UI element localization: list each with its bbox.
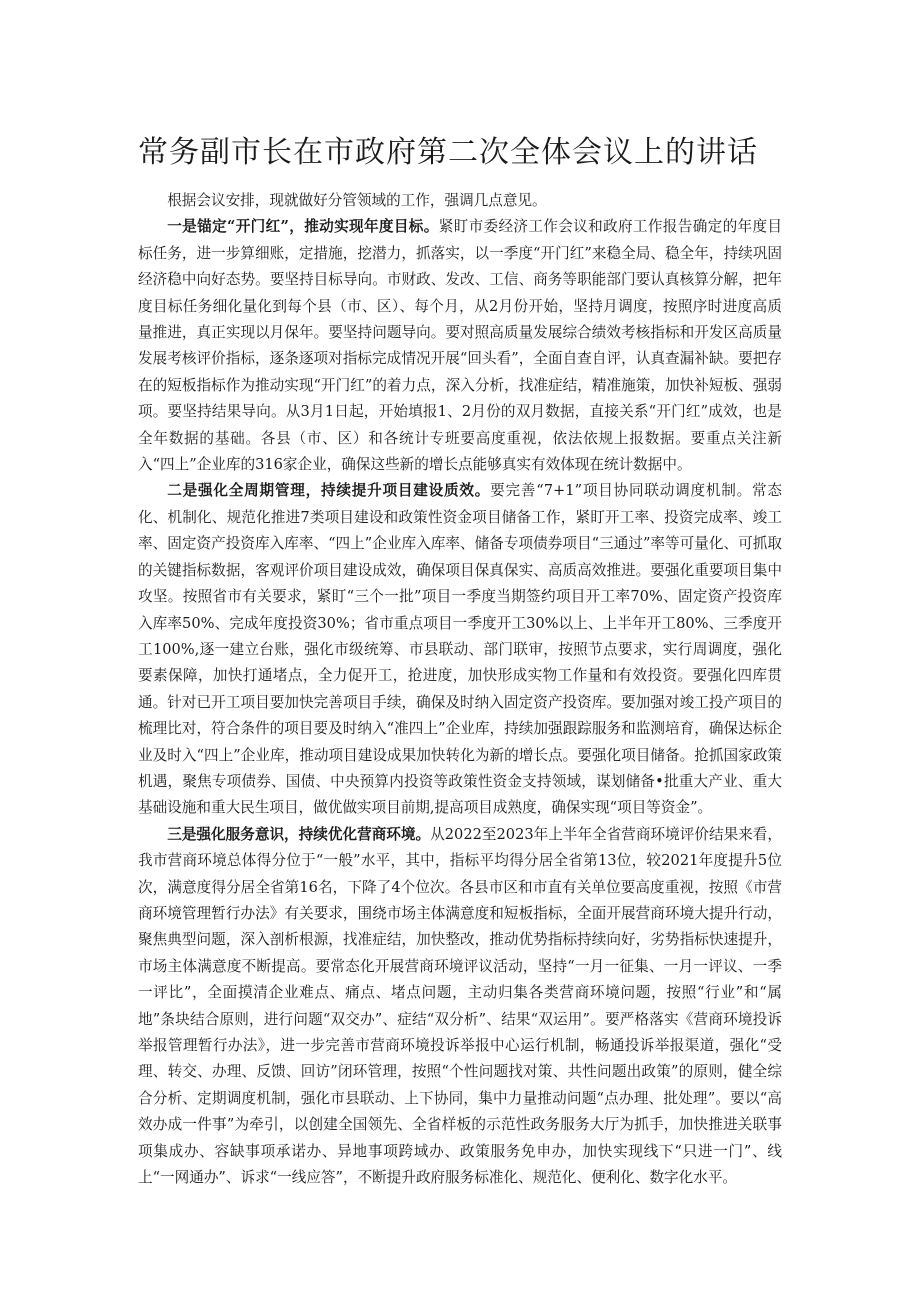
section-text-2: 要完善“7+1”项目协同联动调度机制。常态化、机制化、规范化推进7类项目建设和政策性资金项目储备工作，紧盯开工率、投资完成率、竣工率、固定资产投资库入库率、“四上”企业库入库率、储备专项债券项目“三通过”率等可量化、可抓取的关键指标数据，客观评价项目建设成效，确保项目保真保实、高质高效推进。要强化重要项目集中攻坚。按照省市有关要求，紧盯“三个一批”项目一季度当期签约项目开工率70%、固定资产投资库入库率50%、完成年度投资30%；省市重点项目一季度开工30%以上、上半年开工80%、三季度开工100%,逐一建立台账，强化市级统筹、市县联动、部门联审，按照节点要求，实行周调度，强化要素保障，加快打通堵点，全力促开工，抢进度，加快形成实物工作量和有效投资。要强化四库贯通。针对已开工项目要加快完善项目手续，确保及时纳入固定资产投资库。要加强对竣工投产项目的梳理比对，符合条件的项目要及时纳入“准四上”企业库，持续加强跟踪服务和监测培育，确保达标企业及时入“四上”企业库，推动项目建设成果加快转化为新的增长点。要强化项目储备。抢抓国家政策机遇，聚焦专项债券、国债、中央预算内投资等政策性资金支持领域，谋划储备•批重大产业、重大基础设施和重大民生项目，做优做实项目前期,提高项目成熟度，确保实现“项目等资金”。 bbox=[138, 482, 782, 817]
document-title: 常务副市长在市政府第二次全体会议上的讲话 bbox=[138, 135, 758, 170]
section-paragraph-3 bbox=[138, 822, 782, 1192]
document-body bbox=[138, 188, 782, 1191]
section-heading-2: 二是强化全周期管理，持续提升项目建设质效。 bbox=[167, 482, 491, 500]
section-text-1: 紧盯市委经济工作会议和政府工作报告确定的年度目标任务，进一步算细账，定措施，挖潜力，抓落实，以一季度“开门红”来稳全局、稳全年，持续巩固经济稳中向好态势。要坚持目标导向。市财政、发改、工信、商务等职能部门要认真核算分解，把年度目标任务细化量化到每个县（市、区）、每个月，从2月份开始，坚持月调度，按照序时进度高质量推进，真正实现以月保年。要坚持问题导向。要对照高质量发展综合绩效考核指标和开发区高质量发展考核评价指标，逐条逐项对指标完成情况开展“回头看”，全面自查自评，认真查漏补缺。要把存在的短板指标作为推动实现“开门红”的着力点，深入分析，找准症结，精准施策，加快补短板、强弱项。要坚持结果导向。从3月1日起，开始填报1、2月份的双月数据，直接关系“开门红”成效，也是全年数据的基础。各县（市、区）和各统计专班要高度重视，依法依规上报数据。要重点关注新入“四上”企业库的316家企业，确保这些新的增长点能够真实有效体现在统计数据中。 bbox=[138, 218, 782, 474]
section-text-3: 从2022至2023年上半年全省营商环境评价结果来看，我市营商环境总体得分位于“一般”水平，其中，指标平均得分居全省第13位，较2021年度提升5位次，满意度得分居全省第16名，下降了4个位次。各县市区和市直有关单位要高度重视，按照《市营商环境管理暂行办法》有关要求，围绕市场主体满意度和短板指标，全面开展营商环境大提升行动，聚焦典型问题，深入剖析根源，找准症结，加快整改，推动优势指标持续向好，劣势指标快速提升，市场主体满意度不断提高。要常态化开展营商环境评议活动，坚持“一月一征集、一月一评议、一季一评比”，全面摸清企业难点、痛点、堵点问题，主动归集各类营商环境问题，按照“行业”和“属地”条块结合原则，进行问题“双交办”、症结“双分析”、结果“双运用”。要严格落实《营商环境投诉举报管理暂行办法》，进一步完善市营商环境投诉举报中心运行机制，畅通投诉举报渠道，强化“受理、转交、办理、反馈、回访”闭环管理，按照“个性问题找对策、共性问题出政策”的原则，健全综合分析、定期调度机制，强化市县联动、上下协同，集中力量推动问题“点办理、批处理”。要以“高效办成一件事”为牵引，以创建全国领先、全省样板的示范性政务服务大厅为抓手，加快推进关联事项集成办、容缺事项承诺办、异地事项跨域办、政策服务免申办，加快实现线下“只进一门”、线上“一网通办”、诉求“一线应答”，不断提升政府服务标准化、规范化、便利化、数字化水平。 bbox=[138, 825, 782, 1187]
intro-paragraph: 根据会议安排，现就做好分管领域的工作，强调几点意见。 bbox=[167, 192, 547, 209]
section-heading-1: 一是锚定“开门红”，推动实现年度目标。 bbox=[167, 218, 439, 236]
section-heading-3: 三是强化服务意识，持续优化营商环境。 bbox=[167, 825, 431, 843]
section-paragraph-2 bbox=[138, 478, 782, 821]
section-paragraph-1 bbox=[138, 214, 782, 478]
